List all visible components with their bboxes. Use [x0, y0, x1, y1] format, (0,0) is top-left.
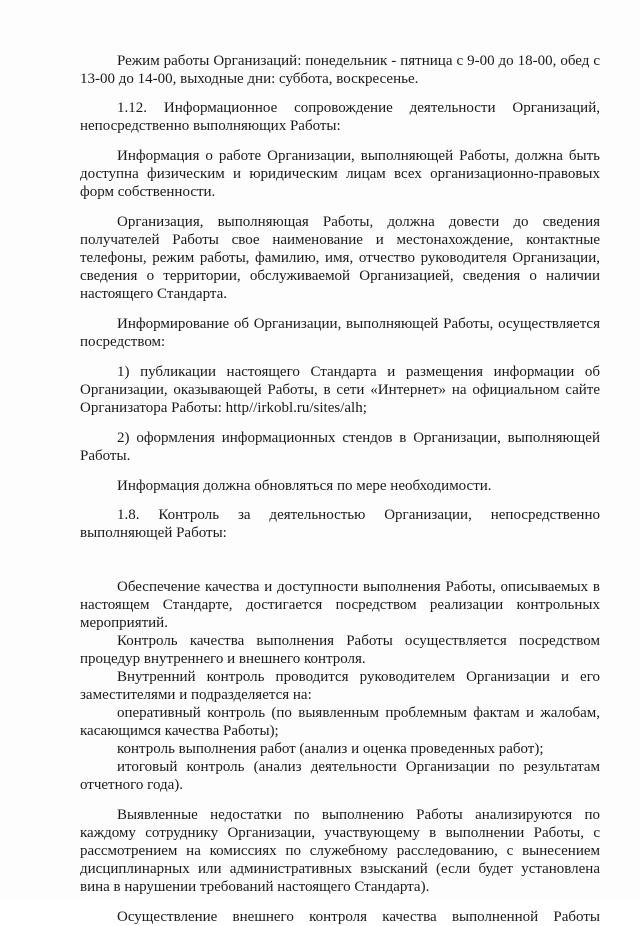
paragraph-info-update: Информация должна обновляться по мере необходимости.: [117, 478, 492, 494]
paragraph-info-requirements: Организация, выполняющая Работы, должна довести до сведения получателей Работы свое наименование и местонахождение, контактные телефоны, режим работы, фамилию, имя, отчество руководителя Организации, сведения о территории, обслуживаемой Организацией, сведения о наличии настоящего Стандарта.: [80, 214, 600, 302]
list-item-stands: 2) оформления информационных стендов в Организации, выполняющей Работы.: [80, 430, 600, 464]
section-heading-1-12: 1.12. Информационное сопровождение деятельности Организаций, непосредственно выполняющих Работы:: [80, 100, 600, 134]
paragraph-quality-assurance: Обеспечение качества и доступности выполнения Работы, описываемых в настоящем Стандарте, достигается посредством реализации контрольных мероприятий.: [80, 579, 600, 631]
paragraph-work-schedule: Режим работы Организаций: понедельник - пятница с 9-00 до 18-00, обед с 13-00 до 14-00, выходные дни: суббота, воскресенье.: [80, 53, 600, 87]
list-item-final-control: итоговый контроль (анализ деятельности Организации по результатам отчетного года).: [80, 759, 600, 793]
paragraph-quality-control: Контроль качества выполнения Работы осуществляется посредством процедур внутреннего и внешнего контроля.: [80, 633, 600, 667]
list-item-work-control: контроль выполнения работ (анализ и оценка проведенных работ);: [117, 741, 544, 757]
list-item-publication: 1) публикации настоящего Стандарта и размещения информации об Организации, оказывающей Работы, в сети «Интернет» на официальном сайте Организатора Работы: http//irkobl.ru/sites/alh;: [80, 364, 600, 416]
document-body: [80, 52, 600, 926]
section-heading-1-8: 1.8. Контроль за деятельностью Организации, непосредственно выполняющей Работы:: [80, 507, 600, 541]
paragraph-info-availability: Информация о работе Организации, выполняющей Работы, должна быть доступна физическим и юридическим лицам всех организационно-правовых форм собственности.: [80, 148, 600, 200]
list-item-operational-control: оперативный контроль (по выявленным проблемным фактам и жалобам, касающимся качества Работы);: [80, 705, 600, 739]
paragraph-info-means: Информирование об Организации, выполняющей Работы, осуществляется посредством:: [80, 316, 600, 350]
paragraph-deficiencies: Выявленные недостатки по выполнению Работы анализируются по каждому сотруднику Организации, участвующему в выполнении Работы, с рассмотрением на комиссиях по служебному расследованию, с вынесением дисциплинарных или административных взысканий (если будет установлена вина в нарушении требований настоящего Стандарта).: [80, 807, 600, 895]
paragraph-internal-control: Внутренний контроль проводится руководителем Организации и его заместителями и подразделяется на:: [80, 669, 600, 703]
paragraph-external-control: Осуществление внешнего контроля качества выполненной Работы: [117, 909, 600, 925]
